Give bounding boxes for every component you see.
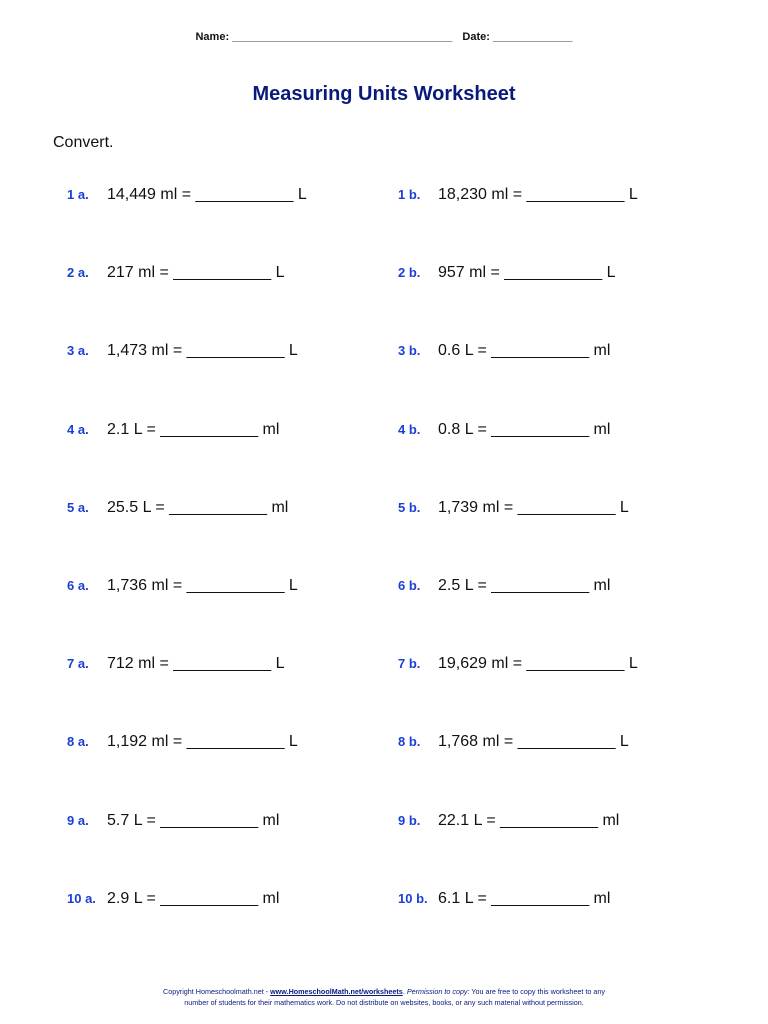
- footer-line-2: number of students for their mathematics work. Do not distribute on websites, books, or any such material without permission.: [184, 998, 584, 1007]
- problem-4b: [398, 418, 610, 442]
- problem-expression: 2.5 L = ___________ ml: [438, 576, 611, 594]
- problem-number: 1 a.: [67, 187, 89, 202]
- problem-8b: [398, 730, 629, 754]
- problem-row-1: [67, 183, 747, 261]
- problem-8a: [67, 730, 298, 754]
- problem-expression: 957 ml = ___________ L: [438, 264, 616, 282]
- problem-number: 2 a.: [67, 265, 89, 281]
- problem-expression: 712 ml = ___________ L: [107, 655, 285, 673]
- problem-3b: [398, 339, 610, 363]
- problem-2b: [398, 261, 615, 285]
- problem-number: 9 b.: [398, 812, 421, 828]
- problem-row-9: [67, 809, 747, 887]
- problem-grid: [67, 183, 747, 965]
- problem-expression: 1,473 ml = ___________ L: [107, 342, 298, 360]
- problem-number: 7 a.: [67, 656, 89, 672]
- problem-expression: 25.5 L = ___________ ml: [107, 498, 289, 516]
- problem-expression: 5.7 L = ___________ ml: [107, 811, 280, 829]
- problem-row-5: [67, 496, 747, 574]
- problem-1b: [398, 183, 638, 207]
- permission-text: You are free to copy this worksheet to any: [469, 987, 605, 996]
- problem-number: 8 b.: [398, 734, 421, 750]
- problem-10b: [398, 887, 610, 911]
- problem-expression: 0.6 L = ___________ ml: [438, 342, 611, 360]
- problem-6a: [67, 574, 298, 598]
- problem-number: 6 a.: [67, 577, 89, 593]
- problem-expression: 1,736 ml = ___________ L: [107, 576, 298, 594]
- problem-6b: [398, 574, 610, 598]
- problem-expression: 2.1 L = ___________ ml: [107, 420, 280, 438]
- instruction: Convert.: [53, 134, 114, 151]
- problem-number: 10 a.: [67, 890, 96, 906]
- problem-row-7: [67, 652, 747, 730]
- problem-expression: 1,192 ml = ___________ L: [107, 733, 298, 751]
- problem-number: 2 b.: [398, 265, 421, 281]
- problem-expression: 217 ml = ___________ L: [107, 264, 285, 282]
- problem-5a: [67, 496, 288, 520]
- problem-7a: [67, 652, 284, 676]
- problem-number: 8 a.: [67, 734, 89, 750]
- problem-number: 10 b.: [398, 890, 428, 906]
- problem-1a: [67, 183, 307, 207]
- problem-expression: 14,449 ml = ___________ L: [107, 186, 307, 203]
- problem-number: 4 b.: [398, 421, 421, 437]
- problem-number: 3 b.: [398, 343, 421, 359]
- problem-10a: [67, 887, 279, 911]
- problem-3a: [67, 339, 298, 363]
- problem-9a: [67, 809, 279, 833]
- problem-expression: 6.1 L = ___________ ml: [438, 889, 611, 907]
- problem-row-6: [67, 574, 747, 652]
- problem-number: 1 b.: [398, 187, 421, 202]
- problem-5b: [398, 496, 629, 520]
- homeschoolmath-link[interactable]: www.HomeschoolMath.net/worksheets: [270, 987, 403, 996]
- worksheet-title: Measuring Units Worksheet: [252, 83, 516, 105]
- problem-4a: [67, 418, 279, 442]
- footer: [0, 986, 768, 1008]
- problem-row-3: [67, 339, 747, 417]
- problem-row-8: [67, 730, 747, 808]
- problem-7b: [398, 652, 638, 676]
- header: [0, 31, 768, 43]
- permission-label: Permission to copy:: [406, 987, 470, 996]
- problem-row-2: [67, 261, 747, 339]
- problem-number: 4 a.: [67, 421, 89, 437]
- problem-9b: [398, 809, 619, 833]
- copyright-text: Copyright Homeschoolmath.net -: [163, 987, 271, 996]
- date-field-label: Date: _____________: [462, 31, 573, 43]
- problem-row-4: [67, 418, 747, 496]
- problem-row-10: [67, 887, 747, 965]
- name-field-label: Name: ____________________________________: [195, 31, 453, 43]
- problem-expression: 0.8 L = ___________ ml: [438, 420, 611, 438]
- problem-expression: 1,739 ml = ___________ L: [438, 498, 629, 516]
- problem-2a: [67, 261, 284, 285]
- problem-number: 3 a.: [67, 343, 89, 359]
- problem-expression: 22.1 L = ___________ ml: [438, 811, 620, 829]
- problem-expression: 19,629 ml = ___________ L: [438, 655, 638, 673]
- problem-expression: 18,230 ml = ___________ L: [438, 186, 638, 203]
- footer-line-1: Copyright Homeschoolmath.net - www.HomeschoolMath.net/worksheets. Permission to copy: You are free to copy this worksheet to any: [163, 987, 605, 996]
- problem-number: 5 a.: [67, 499, 89, 515]
- problem-number: 5 b.: [398, 499, 421, 515]
- problem-number: 7 b.: [398, 656, 421, 672]
- problem-number: 9 a.: [67, 812, 89, 828]
- problem-expression: 2.9 L = ___________ ml: [107, 889, 280, 907]
- problem-expression: 1,768 ml = ___________ L: [438, 733, 629, 751]
- problem-number: 6 b.: [398, 577, 421, 593]
